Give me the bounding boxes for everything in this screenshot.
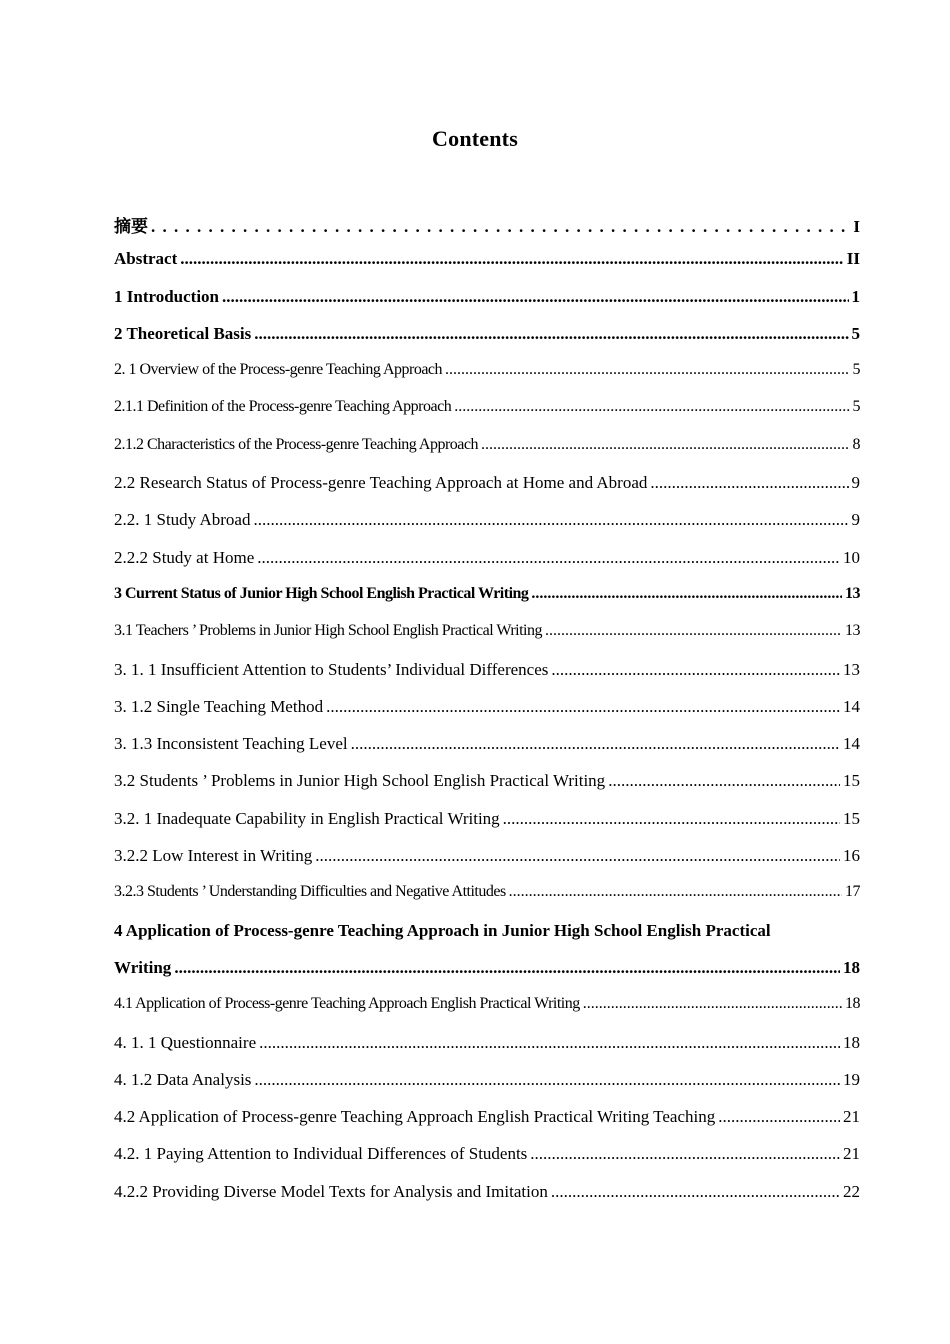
dot-leader: [454, 398, 849, 416]
toc-page-number: 1: [851, 286, 860, 306]
dot-leader: [718, 1107, 840, 1127]
toc-entry-label: 3. 1.2 Single Teaching Method: [114, 696, 324, 716]
toc-entry[interactable]: [114, 771, 860, 808]
toc-entry-label: 3 Current Status of Junior High School English Practical Writing: [114, 584, 529, 602]
toc-page-number: 21: [843, 1107, 860, 1127]
toc-entry-chapter-4-line1[interactable]: [114, 921, 860, 958]
toc-entry-label: 3.2. 1 Inadequate Capability in English Practical Writing: [114, 808, 500, 828]
toc-entry-label: 2.2.2 Study at Home: [114, 547, 255, 567]
toc-page-number: 13: [845, 622, 860, 640]
toc-entry-label: Writing: [114, 957, 172, 977]
toc-entry-label: 4 Application of Process-genre Teaching Approach in Junior High School English Practical: [114, 920, 771, 940]
dot-leader: [254, 1070, 840, 1090]
toc-page-number: 15: [843, 771, 860, 791]
dot-leader: [650, 473, 848, 493]
dot-leader: [503, 809, 840, 829]
dot-leader: [551, 1182, 840, 1202]
toc-page-number: 5: [851, 323, 860, 343]
toc-entry[interactable]: [114, 622, 860, 659]
toc-page-number: 5: [852, 398, 860, 416]
toc-section-top: [114, 212, 860, 921]
toc-entry[interactable]: [114, 548, 860, 585]
dot-leader: [174, 958, 840, 978]
toc-entry[interactable]: [114, 324, 860, 361]
toc-entry[interactable]: [114, 398, 860, 435]
toc-entry[interactable]: [114, 249, 860, 286]
dot-leader: [583, 995, 842, 1013]
toc-entry[interactable]: [114, 287, 860, 324]
toc-page-number: II: [846, 249, 860, 269]
dot-leader: [545, 622, 842, 640]
toc-page-number: 5: [852, 361, 860, 379]
toc-entry-label: 2.1.1 Definition of the Process-genre Teaching Approach: [114, 398, 452, 416]
toc-entry[interactable]: [114, 734, 860, 771]
toc-entry[interactable]: [114, 1182, 860, 1219]
toc-entry[interactable]: [114, 510, 860, 547]
toc-page-number: 13: [843, 659, 860, 679]
toc-entry-label: 2 Theoretical Basis: [114, 323, 252, 343]
dot-leader: [254, 324, 848, 344]
table-of-contents: [114, 212, 860, 1219]
toc-entry[interactable]: [114, 660, 860, 697]
toc-entry[interactable]: [114, 212, 860, 249]
toc-entry-label: 3.2.2 Low Interest in Writing: [114, 846, 313, 866]
toc-entry-label: 2. 1 Overview of the Process-genre Teaching Approach: [114, 361, 443, 379]
toc-entry[interactable]: [114, 697, 860, 734]
dot-leader: [531, 585, 842, 603]
toc-page-number: 8: [852, 435, 860, 453]
toc-entry-label: 摘要: [114, 217, 148, 236]
dot-leader: [326, 697, 840, 717]
dot-leader: [257, 548, 840, 568]
toc-entry-label: 3.2.3 Students ’ Understanding Difficulties and Negative Attitudes: [114, 883, 506, 901]
toc-page-number: 22: [843, 1181, 860, 1201]
toc-entry-label: 3. 1. 1 Insufficient Attention to Students’ Individual Differences: [114, 659, 549, 679]
toc-page-number: 19: [843, 1069, 860, 1089]
toc-page-number: 21: [843, 1144, 860, 1164]
dot-leader: [222, 287, 848, 307]
toc-entry[interactable]: [114, 361, 860, 398]
toc-page-number: 9: [851, 473, 860, 493]
toc-entry[interactable]: [114, 1144, 860, 1181]
toc-page-number: 16: [843, 846, 860, 866]
toc-page-number: I: [853, 217, 860, 236]
toc-page-number: 18: [843, 957, 860, 977]
toc-entry-label: 4.1 Application of Process-genre Teaching Approach English Practical Writing: [114, 995, 580, 1013]
toc-entry-label: 2.2. 1 Study Abroad: [114, 510, 251, 530]
toc-entry[interactable]: [114, 436, 860, 473]
dot-leader: [315, 846, 840, 866]
dot-leader: [445, 361, 849, 379]
toc-entry-label: Abstract: [114, 249, 178, 269]
toc-page-number: 18: [843, 1032, 860, 1052]
toc-page-number: 9: [851, 510, 860, 530]
toc-page-number: 14: [843, 734, 860, 754]
dot-leader: [351, 734, 840, 754]
toc-entry[interactable]: [114, 585, 860, 622]
dot-leader: [151, 217, 850, 237]
dot-leader: [259, 1033, 840, 1053]
dot-leader: [551, 660, 840, 680]
toc-entry[interactable]: [114, 809, 860, 846]
dot-leader: [481, 436, 849, 454]
toc-entry-label: 2.1.2 Characteristics of the Process-genre Teaching Approach: [114, 435, 479, 453]
toc-entry-label: 1 Introduction: [114, 286, 220, 306]
toc-entry[interactable]: [114, 1070, 860, 1107]
toc-entry-label: 4. 1. 1 Questionnaire: [114, 1032, 257, 1052]
toc-entry-label: 4. 1.2 Data Analysis: [114, 1069, 252, 1089]
dot-leader: [530, 1144, 840, 1164]
toc-entry-label: 2.2 Research Status of Process-genre Teaching Approach at Home and Abroad: [114, 473, 648, 493]
dot-leader: [253, 510, 848, 530]
toc-entry[interactable]: [114, 846, 860, 883]
toc-entry-label: 3.1 Teachers ’ Problems in Junior High School English Practical Writing: [114, 622, 542, 640]
toc-page-number: 17: [845, 883, 860, 901]
toc-section-bottom: [114, 995, 860, 1219]
toc-entry-label: 4.2.2 Providing Diverse Model Texts for Analysis and Imitation: [114, 1181, 548, 1201]
page-title: Contents: [432, 126, 518, 151]
toc-entry[interactable]: [114, 1033, 860, 1070]
toc-page-number: 14: [843, 696, 860, 716]
toc-page-number: 18: [845, 995, 860, 1013]
dot-leader: [180, 249, 844, 269]
toc-entry-label: 3. 1.3 Inconsistent Teaching Level: [114, 734, 348, 754]
dot-leader: [509, 883, 842, 901]
toc-entry[interactable]: [114, 473, 860, 510]
toc-page-number: 10: [843, 547, 860, 567]
toc-entry[interactable]: [114, 995, 860, 1032]
toc-entry-chapter-4-line2[interactable]: [114, 958, 860, 995]
toc-entry-label: 4.2 Application of Process-genre Teaching Approach English Practical Writing Teaching: [114, 1107, 716, 1127]
toc-entry-label: 3.2 Students ’ Problems in Junior High School English Practical Writing: [114, 771, 606, 791]
toc-page-number: 15: [843, 808, 860, 828]
toc-entry-label: 4.2. 1 Paying Attention to Individual Differences of Students: [114, 1144, 528, 1164]
toc-entry[interactable]: [114, 1107, 860, 1144]
toc-entry[interactable]: [114, 883, 860, 920]
toc-page-number: 13: [845, 584, 860, 602]
dot-leader: [608, 771, 840, 791]
